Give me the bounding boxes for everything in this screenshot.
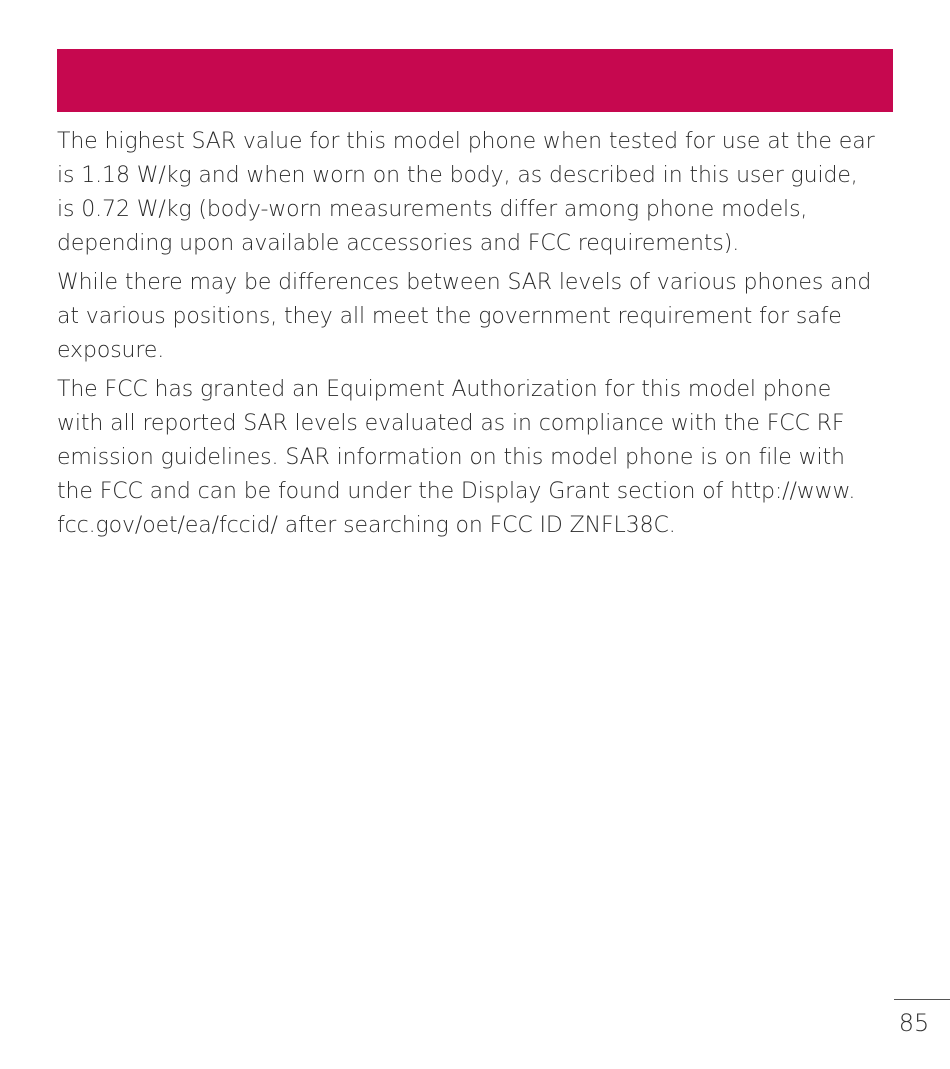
paragraph-sar-values: The highest SAR value for this model phone when tested for use at the ear is 1.18 W/kg and when worn on the body, as described in this user guide, is 0.72 W/kg (body-worn measurements differ among phone models, depending upon available accessories and FCC requirements).: [57, 129, 875, 256]
page-number: 85: [898, 1009, 930, 1037]
paragraph-fcc-authorization: The FCC has granted an Equipment Authorization for this model phone with all reported SAR levels evaluated as in compliance with the FCC RF emission guidelines. SAR information on this model phone is on file with the FCC and can be found under the Display Grant section of http://www. fcc.gov/oet/ea/fccid/ after searching on FCC ID ZNFL38C.: [57, 377, 856, 538]
footer-rule: [894, 999, 950, 1000]
paragraph-sar-differences: While there may be differences between SAR levels of various phones and at various positions, they all meet the government requirement for safe exposure.: [57, 270, 872, 363]
body-text: [57, 125, 893, 548]
header-bar: [57, 49, 893, 112]
